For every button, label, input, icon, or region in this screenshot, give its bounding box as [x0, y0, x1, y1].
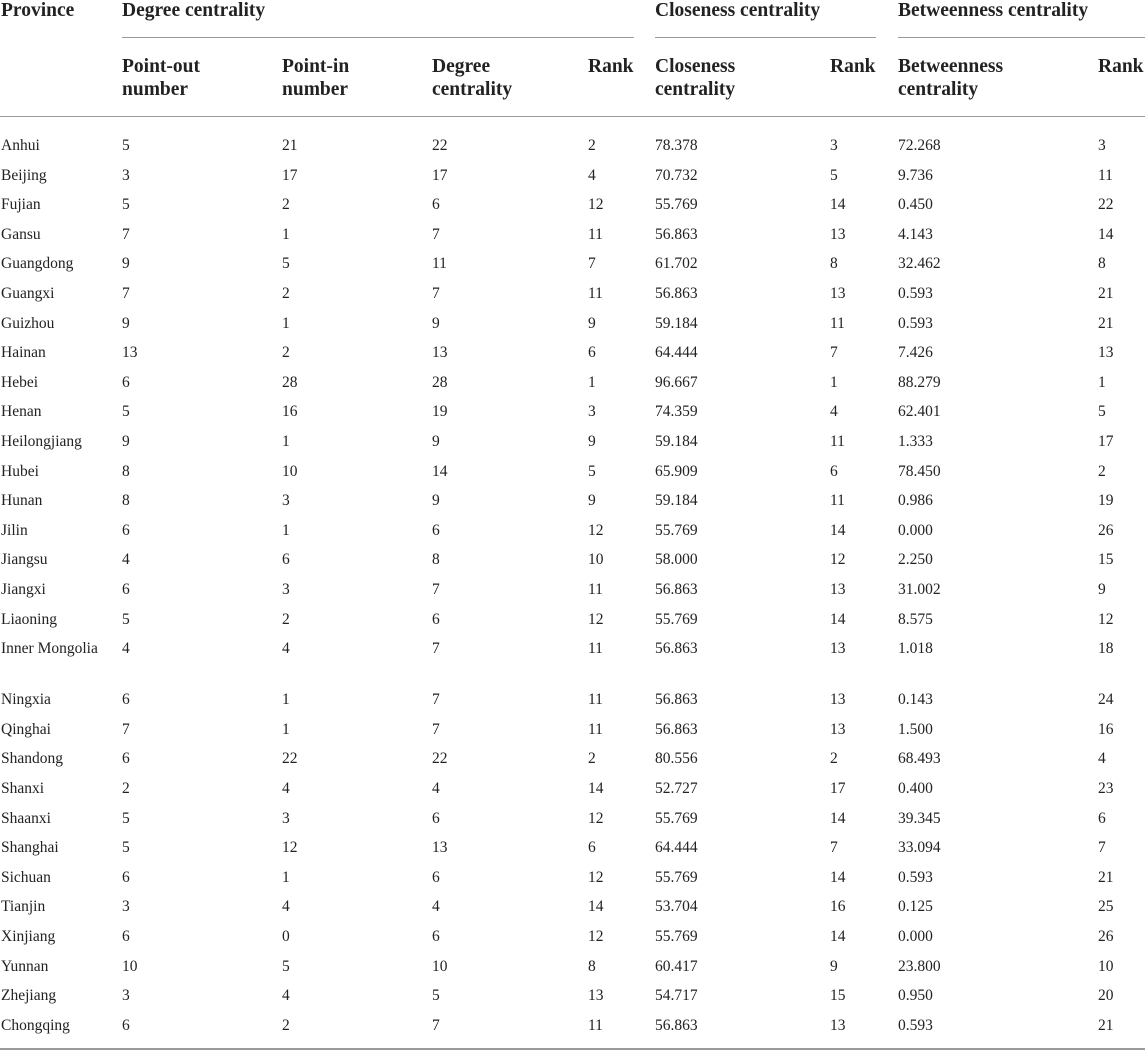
point-in-cell: 0 — [282, 928, 290, 945]
betweenness-rank-cell: 19 — [1098, 492, 1114, 510]
betweenness-rank-cell: 21 — [1098, 1016, 1114, 1034]
betweenness-rank-cell: 9 — [1098, 581, 1106, 598]
betweenness-rank-cell: 26 — [1098, 521, 1114, 539]
degree-rank-cell: 10 — [588, 551, 604, 569]
closeness-rank-cell: 16 — [830, 898, 846, 916]
betweenness-centrality-cell: 0.593 — [898, 314, 933, 332]
degree-centrality-cell: 6 — [432, 868, 440, 886]
degree-rank-cell: 11 — [588, 225, 603, 243]
closeness-rank-cell: 14 — [830, 809, 846, 827]
closeness-rank-cell: 13 — [830, 691, 846, 709]
degree-centrality-cell: 6 — [432, 610, 440, 628]
degree-centrality-cell: 11 — [432, 255, 447, 273]
degree-rank-cell: 2 — [588, 750, 596, 768]
point-in-cell: 1 — [282, 433, 290, 450]
degree-centrality-cell: 6 — [432, 521, 440, 539]
degree-centrality-cell: 6 — [432, 809, 440, 827]
degree-rank-cell: 12 — [588, 196, 604, 214]
degree-centrality-cell: 22 — [432, 750, 448, 768]
betweenness-centrality-cell: 0.593 — [898, 1016, 933, 1034]
point-out-cell: 6 — [122, 521, 130, 539]
closeness-rank-cell: 1 — [830, 373, 838, 391]
point-out-cell: 6 — [122, 373, 130, 391]
point-out-cell: 9 — [122, 433, 130, 450]
degree-centrality-cell: 17 — [432, 166, 448, 184]
point-out-cell: 8 — [122, 462, 130, 480]
betweenness-centrality-cell: 32.462 — [898, 255, 941, 273]
closeness-centrality-cell: 55.769 — [655, 196, 698, 214]
degree-rank-cell: 13 — [588, 987, 604, 1005]
province-cell: Shaanxi — [1, 809, 51, 827]
closeness-centrality-cell: 59.184 — [655, 492, 698, 510]
closeness-centrality-cell: 58.000 — [655, 551, 698, 569]
closeness-rank-cell: 13 — [830, 640, 846, 658]
header-rule — [0, 116, 1145, 117]
degree-rank-cell: 12 — [588, 868, 604, 886]
betweenness-rank-cell: 3 — [1098, 137, 1106, 154]
degree-rank-cell: 9 — [588, 492, 596, 510]
point-out-cell: 6 — [122, 868, 130, 886]
province-cell: Liaoning — [1, 610, 57, 628]
betweenness-rank-cell: 23 — [1098, 780, 1114, 797]
degree-rank-cell: 12 — [588, 521, 604, 539]
degree-centrality-cell: 22 — [432, 137, 448, 154]
point-in-cell: 4 — [282, 640, 290, 658]
province-cell: Jiangsu — [1, 551, 48, 569]
betweenness-centrality-cell: 33.094 — [898, 839, 941, 857]
point-in-cell: 12 — [282, 839, 298, 857]
closeness-rank-cell: 11 — [830, 433, 845, 450]
closeness-centrality-cell: 56.863 — [655, 691, 698, 709]
degree-centrality-cell: 28 — [432, 373, 448, 391]
closeness-rank-cell: 17 — [830, 780, 846, 797]
province-cell: Hunan — [1, 492, 43, 510]
closeness-rank-cell: 14 — [830, 928, 846, 945]
degree-rank-cell: 1 — [588, 373, 596, 391]
betweenness-centrality-cell: 72.268 — [898, 137, 941, 154]
province-cell: Xinjiang — [1, 928, 56, 945]
closeness-centrality-cell: 56.863 — [655, 640, 698, 658]
closeness-centrality-cell: 61.702 — [655, 255, 698, 273]
point-in-cell: 2 — [282, 610, 290, 628]
closeness-rank-cell: 8 — [830, 255, 838, 273]
point-in-cell: 22 — [282, 750, 298, 768]
betweenness-centrality-cell: 1.500 — [898, 720, 933, 738]
point-in-cell: 16 — [282, 403, 298, 421]
point-out-cell: 5 — [122, 839, 130, 857]
closeness-centrality-cell: 56.863 — [655, 225, 698, 243]
degree-rank-cell: 14 — [588, 898, 604, 916]
betweenness-centrality-cell: 4.143 — [898, 225, 933, 243]
closeness-rank-cell: 11 — [830, 314, 845, 332]
betweenness-rank-cell: 7 — [1098, 839, 1106, 857]
closeness-centrality-cell: 64.444 — [655, 839, 698, 857]
betweenness-rank-cell: 11 — [1098, 166, 1113, 184]
subheader-betweenness-centrality: Betweenness centrality — [898, 56, 1004, 100]
betweenness-centrality-cell: 31.002 — [898, 581, 941, 598]
province-cell: Shanxi — [1, 780, 45, 797]
subheader-degree-rank: Rank — [588, 56, 634, 77]
betweenness-centrality-cell: 0.986 — [898, 492, 933, 510]
point-out-cell: 3 — [122, 898, 130, 916]
point-out-cell: 5 — [122, 196, 130, 214]
point-out-cell: 3 — [122, 166, 130, 184]
point-out-cell: 6 — [122, 1016, 130, 1034]
degree-rank-cell: 7 — [588, 255, 596, 273]
province-cell: Hainan — [1, 344, 46, 362]
subheader-closeness-rank: Rank — [830, 56, 876, 77]
closeness-centrality-cell: 55.769 — [655, 521, 698, 539]
closeness-rank-cell: 3 — [830, 137, 838, 154]
closeness-centrality-cell: 55.769 — [655, 928, 698, 945]
degree-centrality-cell: 4 — [432, 898, 440, 916]
closeness-rank-cell: 9 — [830, 957, 838, 975]
point-in-cell: 6 — [282, 551, 290, 569]
closeness-rank-cell: 13 — [830, 720, 846, 738]
degree-centrality-cell: 14 — [432, 462, 448, 480]
province-cell: Fujian — [1, 196, 41, 214]
degree-rank-cell: 11 — [588, 640, 603, 658]
degree-centrality-cell: 13 — [432, 839, 448, 857]
closeness-rank-cell: 13 — [830, 285, 846, 302]
point-in-cell: 3 — [282, 492, 290, 510]
point-out-cell: 9 — [122, 255, 130, 273]
province-cell: Heilongjiang — [1, 433, 82, 450]
point-out-cell: 2 — [122, 780, 130, 797]
point-out-cell: 10 — [122, 957, 138, 975]
closeness-centrality-cell: 60.417 — [655, 957, 698, 975]
betweenness-rank-cell: 18 — [1098, 640, 1114, 658]
betweenness-rank-cell: 5 — [1098, 403, 1106, 421]
betweenness-rank-cell: 26 — [1098, 928, 1114, 945]
degree-centrality-cell: 19 — [432, 403, 448, 421]
province-cell: Zhejiang — [1, 987, 57, 1005]
point-in-cell: 1 — [282, 314, 290, 332]
province-cell: Chongqing — [1, 1016, 70, 1034]
betweenness-rank-cell: 14 — [1098, 225, 1114, 243]
closeness-rank-cell: 15 — [830, 987, 846, 1005]
point-out-cell: 3 — [122, 987, 130, 1005]
point-in-cell: 28 — [282, 373, 298, 391]
province-cell: Shandong — [1, 750, 63, 768]
closeness-rank-cell: 14 — [830, 868, 846, 886]
degree-rank-cell: 8 — [588, 957, 596, 975]
point-in-cell: 1 — [282, 868, 290, 886]
betweenness-rank-cell: 21 — [1098, 868, 1114, 886]
degree-rank-cell: 11 — [588, 720, 603, 738]
betweenness-rank-cell: 12 — [1098, 610, 1114, 628]
degree-centrality-cell: 7 — [432, 691, 440, 709]
betweenness-rank-cell: 10 — [1098, 957, 1114, 975]
closeness-rank-cell: 5 — [830, 166, 838, 184]
degree-centrality-cell: 9 — [432, 314, 440, 332]
table-bottom-rule — [0, 1048, 1145, 1050]
province-cell: Guizhou — [1, 314, 55, 332]
province-cell: Yunnan — [1, 957, 49, 975]
point-out-cell: 5 — [122, 809, 130, 827]
degree-rank-cell: 14 — [588, 780, 604, 797]
closeness-centrality-cell: 54.717 — [655, 987, 698, 1005]
closeness-rank-cell: 11 — [830, 492, 845, 510]
degree-rank-cell: 11 — [588, 581, 603, 598]
betweenness-centrality-cell: 8.575 — [898, 610, 933, 628]
betweenness-centrality-cell: 0.000 — [898, 928, 933, 945]
province-cell: Guangdong — [1, 255, 74, 273]
betweenness-rank-cell: 8 — [1098, 255, 1106, 273]
point-in-cell: 21 — [282, 137, 298, 154]
point-out-cell: 5 — [122, 137, 130, 154]
point-in-cell: 4 — [282, 898, 290, 916]
degree-centrality-cell: 5 — [432, 987, 440, 1005]
betweenness-centrality-cell: 0.593 — [898, 868, 933, 886]
degree-rank-cell: 11 — [588, 1016, 603, 1034]
province-cell: Beijing — [1, 166, 47, 184]
betweenness-centrality-cell: 68.493 — [898, 750, 941, 768]
degree-rank-cell: 11 — [588, 285, 603, 302]
betweenness-rank-cell: 6 — [1098, 809, 1106, 827]
subheader-point-in: Point-in number — [282, 56, 350, 100]
degree-rank-cell: 2 — [588, 137, 596, 154]
degree-centrality-cell: 7 — [432, 720, 440, 738]
province-cell: Sichuan — [1, 868, 51, 886]
closeness-centrality-cell: 56.863 — [655, 720, 698, 738]
closeness-centrality-cell: 55.769 — [655, 809, 698, 827]
point-in-cell: 3 — [282, 581, 290, 598]
degree-rank-cell: 4 — [588, 166, 596, 184]
point-out-cell: 7 — [122, 285, 130, 302]
degree-centrality-cell: 9 — [432, 492, 440, 510]
group-header-closeness: Closeness centrality — [655, 0, 821, 21]
degree-rank-cell: 11 — [588, 691, 603, 709]
betweenness-rank-cell: 15 — [1098, 551, 1114, 569]
betweenness-rank-cell: 21 — [1098, 285, 1114, 302]
closeness-rank-cell: 4 — [830, 403, 838, 421]
group-header-degree: Degree centrality — [122, 0, 266, 21]
closeness-centrality-cell: 55.769 — [655, 610, 698, 628]
closeness-centrality-cell: 59.184 — [655, 314, 698, 332]
closeness-centrality-cell: 64.444 — [655, 344, 698, 362]
point-in-cell: 1 — [282, 521, 290, 539]
subheader-point-out: Point-out number — [122, 56, 200, 100]
point-in-cell: 1 — [282, 225, 290, 243]
province-header: Province — [1, 0, 75, 21]
point-in-cell: 10 — [282, 462, 298, 480]
group-underline-degree — [122, 37, 634, 38]
degree-centrality-cell: 10 — [432, 957, 448, 975]
closeness-rank-cell: 2 — [830, 750, 838, 768]
point-out-cell: 4 — [122, 551, 130, 569]
betweenness-rank-cell: 20 — [1098, 987, 1114, 1005]
betweenness-rank-cell: 1 — [1098, 373, 1106, 391]
province-cell: Ningxia — [1, 691, 51, 709]
point-out-cell: 6 — [122, 691, 130, 709]
point-in-cell: 5 — [282, 957, 290, 975]
point-in-cell: 1 — [282, 691, 290, 709]
closeness-centrality-cell: 80.556 — [655, 750, 698, 768]
betweenness-centrality-cell: 0.125 — [898, 898, 933, 916]
point-in-cell: 2 — [282, 344, 290, 362]
point-in-cell: 2 — [282, 285, 290, 302]
point-out-cell: 9 — [122, 314, 130, 332]
point-out-cell: 5 — [122, 610, 130, 628]
province-cell: Jilin — [1, 521, 28, 539]
betweenness-rank-cell: 22 — [1098, 196, 1114, 214]
betweenness-rank-cell: 25 — [1098, 898, 1114, 916]
province-cell: Jiangxi — [1, 581, 46, 598]
betweenness-rank-cell: 4 — [1098, 750, 1106, 768]
betweenness-rank-cell: 21 — [1098, 314, 1114, 332]
point-in-cell: 2 — [282, 1016, 290, 1034]
province-cell: Shanghai — [1, 839, 59, 857]
closeness-centrality-cell: 55.769 — [655, 868, 698, 886]
degree-centrality-cell: 7 — [432, 640, 440, 658]
closeness-centrality-cell: 53.704 — [655, 898, 698, 916]
point-in-cell: 17 — [282, 166, 298, 184]
betweenness-centrality-cell: 9.736 — [898, 166, 933, 184]
betweenness-centrality-cell: 39.345 — [898, 809, 941, 827]
degree-rank-cell: 12 — [588, 928, 604, 945]
degree-centrality-cell: 6 — [432, 196, 440, 214]
point-in-cell: 4 — [282, 780, 290, 797]
betweenness-centrality-cell: 2.250 — [898, 551, 933, 569]
betweenness-centrality-cell: 0.400 — [898, 780, 933, 797]
degree-rank-cell: 12 — [588, 610, 604, 628]
subheader-degree-centrality: Degree centrality — [432, 56, 513, 100]
betweenness-rank-cell: 17 — [1098, 433, 1114, 450]
degree-centrality-cell: 9 — [432, 433, 440, 450]
closeness-centrality-cell: 56.863 — [655, 285, 698, 302]
closeness-rank-cell: 12 — [830, 551, 846, 569]
degree-rank-cell: 9 — [588, 433, 596, 450]
closeness-rank-cell: 6 — [830, 462, 838, 480]
group-underline-closeness — [655, 37, 876, 38]
closeness-centrality-cell: 70.732 — [655, 166, 698, 184]
degree-centrality-cell: 8 — [432, 551, 440, 569]
degree-rank-cell: 12 — [588, 809, 604, 827]
subheader-closeness-centrality: Closeness centrality — [655, 56, 736, 100]
betweenness-rank-cell: 24 — [1098, 691, 1114, 709]
degree-rank-cell: 6 — [588, 839, 596, 857]
province-cell: Gansu — [1, 225, 41, 243]
degree-centrality-cell: 4 — [432, 780, 440, 797]
closeness-centrality-cell: 56.863 — [655, 581, 698, 598]
point-out-cell: 6 — [122, 750, 130, 768]
point-in-cell: 3 — [282, 809, 290, 827]
group-header-betweenness: Betweenness centrality — [898, 0, 1089, 21]
betweenness-rank-cell: 13 — [1098, 344, 1114, 362]
point-out-cell: 7 — [122, 720, 130, 738]
province-cell: Henan — [1, 403, 42, 421]
point-out-cell: 5 — [122, 403, 130, 421]
closeness-rank-cell: 13 — [830, 1016, 846, 1034]
point-in-cell: 1 — [282, 720, 290, 738]
closeness-centrality-cell: 74.359 — [655, 403, 698, 421]
closeness-centrality-cell: 52.727 — [655, 780, 698, 797]
point-out-cell: 6 — [122, 928, 130, 945]
closeness-rank-cell: 13 — [830, 225, 846, 243]
closeness-rank-cell: 7 — [830, 344, 838, 362]
closeness-rank-cell: 7 — [830, 839, 838, 857]
province-cell: Inner Mongolia — [1, 640, 98, 658]
point-out-cell: 6 — [122, 581, 130, 598]
betweenness-centrality-cell: 78.450 — [898, 462, 941, 480]
degree-centrality-cell: 13 — [432, 344, 448, 362]
betweenness-rank-cell: 2 — [1098, 462, 1106, 480]
betweenness-centrality-cell: 0.000 — [898, 521, 933, 539]
degree-rank-cell: 3 — [588, 403, 596, 421]
province-cell: Hubei — [1, 462, 39, 480]
betweenness-centrality-cell: 0.950 — [898, 987, 933, 1005]
betweenness-centrality-cell: 23.800 — [898, 957, 941, 975]
degree-centrality-cell: 7 — [432, 285, 440, 302]
province-cell: Qinghai — [1, 720, 51, 738]
betweenness-centrality-cell: 62.401 — [898, 403, 941, 421]
point-out-cell: 7 — [122, 225, 130, 243]
group-underline-betweenness — [898, 37, 1145, 38]
point-in-cell: 4 — [282, 987, 290, 1005]
betweenness-rank-cell: 16 — [1098, 720, 1114, 738]
closeness-rank-cell: 14 — [830, 196, 846, 214]
betweenness-centrality-cell: 7.426 — [898, 344, 933, 362]
closeness-centrality-cell: 65.909 — [655, 462, 698, 480]
closeness-centrality-cell: 59.184 — [655, 433, 698, 450]
betweenness-centrality-cell: 1.333 — [898, 433, 933, 450]
betweenness-centrality-cell: 0.143 — [898, 691, 933, 709]
closeness-rank-cell: 14 — [830, 521, 846, 539]
betweenness-centrality-cell: 88.279 — [898, 373, 941, 391]
province-cell: Guangxi — [1, 285, 55, 302]
point-in-cell: 2 — [282, 196, 290, 214]
closeness-rank-cell: 13 — [830, 581, 846, 598]
point-out-cell: 8 — [122, 492, 130, 510]
degree-centrality-cell: 7 — [432, 1016, 440, 1034]
province-cell: Hebei — [1, 373, 39, 391]
subheader-betweenness-rank: Rank — [1098, 56, 1144, 77]
degree-rank-cell: 5 — [588, 462, 596, 480]
degree-centrality-cell: 6 — [432, 928, 440, 945]
betweenness-centrality-cell: 1.018 — [898, 640, 933, 658]
closeness-centrality-cell: 78.378 — [655, 137, 698, 154]
point-out-cell: 4 — [122, 640, 130, 658]
betweenness-centrality-cell: 0.593 — [898, 285, 933, 302]
betweenness-centrality-cell: 0.450 — [898, 196, 933, 214]
degree-rank-cell: 6 — [588, 344, 596, 362]
degree-rank-cell: 9 — [588, 314, 596, 332]
province-cell: Tianjin — [1, 898, 46, 916]
point-in-cell: 5 — [282, 255, 290, 273]
closeness-centrality-cell: 56.863 — [655, 1016, 698, 1034]
degree-centrality-cell: 7 — [432, 225, 440, 243]
province-cell: Anhui — [1, 137, 40, 154]
closeness-centrality-cell: 96.667 — [655, 373, 698, 391]
closeness-rank-cell: 14 — [830, 610, 846, 628]
point-out-cell: 13 — [122, 344, 138, 362]
degree-centrality-cell: 7 — [432, 581, 440, 598]
